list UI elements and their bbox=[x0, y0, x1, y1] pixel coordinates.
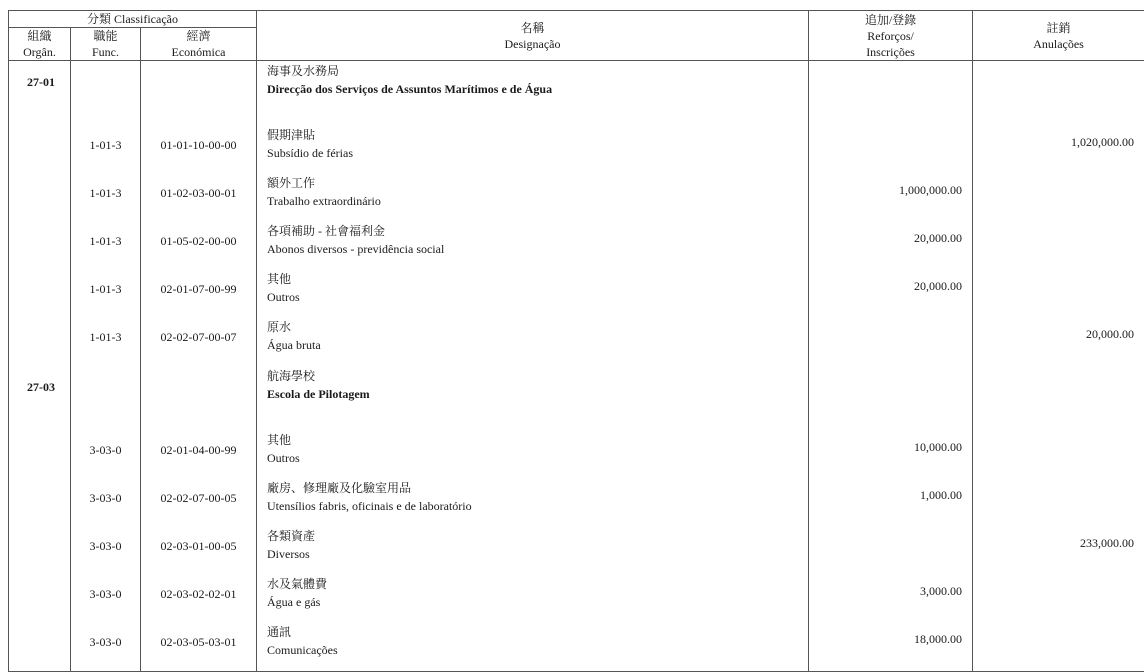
row-name-zh: 水及氣體費 bbox=[267, 575, 808, 593]
row-name-pt: Subsídio de férias bbox=[267, 144, 808, 162]
func-code: 3-03-0 bbox=[71, 575, 141, 623]
func-code: 1-01-3 bbox=[71, 174, 141, 222]
group-row bbox=[9, 366, 1144, 431]
row-designation bbox=[257, 222, 809, 270]
row-name-pt: Comunicações bbox=[267, 641, 808, 659]
anulacao-amount bbox=[973, 270, 1144, 318]
econ-code: 01-01-10-00-00 bbox=[141, 126, 257, 174]
reforco-amount: 1,000,000.00 bbox=[809, 174, 973, 222]
group-name-zh: 航海學校 bbox=[267, 367, 808, 385]
row-designation bbox=[257, 527, 809, 575]
econ-code: 02-03-05-03-01 bbox=[141, 623, 257, 672]
reforco-amount bbox=[809, 527, 973, 575]
designation-header bbox=[257, 11, 809, 61]
anulacao-amount: 233,000.00 bbox=[973, 527, 1144, 575]
designation-header-zh: 名稱 bbox=[257, 20, 808, 36]
econ-code: 01-05-02-00-00 bbox=[141, 222, 257, 270]
func-code: 1-01-3 bbox=[71, 270, 141, 318]
reforcos-header-pt1: Reforços/ bbox=[809, 28, 972, 44]
row-name-zh: 原水 bbox=[267, 318, 808, 336]
classification-header: 分類 Classificação bbox=[9, 11, 257, 28]
anulacoes-header bbox=[973, 11, 1144, 61]
org-code: 27-01 bbox=[9, 61, 71, 127]
reforco-amount: 1,000.00 bbox=[809, 479, 973, 527]
organica-header-zh: 組織 bbox=[9, 28, 70, 44]
header-row-1 bbox=[9, 11, 1144, 28]
econ-code: 02-03-02-02-01 bbox=[141, 575, 257, 623]
economica-header-zh: 經濟 bbox=[141, 28, 256, 44]
row-name-pt: Trabalho extraordinário bbox=[267, 192, 808, 210]
func-code: 3-03-0 bbox=[71, 431, 141, 479]
reforco-amount bbox=[809, 126, 973, 174]
func-code: 3-03-0 bbox=[71, 527, 141, 575]
reforco-amount: 3,000.00 bbox=[809, 575, 973, 623]
reforco-amount bbox=[809, 318, 973, 366]
econ-code: 02-02-07-00-07 bbox=[141, 318, 257, 366]
reforco-amount: 20,000.00 bbox=[809, 270, 973, 318]
reforco-amount: 18,000.00 bbox=[809, 623, 973, 672]
organica-header bbox=[9, 28, 71, 61]
anulacao-amount bbox=[973, 431, 1144, 479]
reforcos-header-zh: 追加/登錄 bbox=[809, 12, 972, 28]
row-name-zh: 各項補助 - 社會福利金 bbox=[267, 222, 808, 240]
econ-code: 02-03-01-00-05 bbox=[141, 527, 257, 575]
row-designation bbox=[257, 623, 809, 672]
group-designation bbox=[257, 61, 809, 127]
reforcos-header-pt2: Inscrições bbox=[809, 44, 972, 60]
econ-code: 02-02-07-00-05 bbox=[141, 479, 257, 527]
group-name-pt: Direcção dos Serviços de Assuntos Marítimos e de Água bbox=[267, 80, 808, 98]
anulacao-amount bbox=[973, 174, 1144, 222]
budget-table bbox=[8, 10, 1144, 672]
row-name-pt: Água e gás bbox=[267, 593, 808, 611]
table-row bbox=[9, 222, 1144, 270]
designation-header-pt: Designação bbox=[257, 36, 808, 52]
anulacao-amount: 20,000.00 bbox=[973, 318, 1144, 366]
row-name-pt: Água bruta bbox=[267, 336, 808, 354]
reforco-amount: 10,000.00 bbox=[809, 431, 973, 479]
funcional-header bbox=[71, 28, 141, 61]
row-name-zh: 其他 bbox=[267, 431, 808, 449]
row-name-zh: 其他 bbox=[267, 270, 808, 288]
row-name-zh: 通訊 bbox=[267, 623, 808, 641]
group-name-pt: Escola de Pilotagem bbox=[267, 385, 808, 403]
table-row bbox=[9, 318, 1144, 366]
econ-code: 02-01-07-00-99 bbox=[141, 270, 257, 318]
table-row bbox=[9, 527, 1144, 575]
row-name-pt: Abonos diversos - previdência social bbox=[267, 240, 808, 258]
row-name-zh: 額外工作 bbox=[267, 174, 808, 192]
table-row bbox=[9, 575, 1144, 623]
org-code: 27-03 bbox=[9, 366, 71, 431]
row-name-pt: Diversos bbox=[267, 545, 808, 563]
func-code: 1-01-3 bbox=[71, 222, 141, 270]
funcional-header-pt: Func. bbox=[71, 44, 140, 60]
row-designation bbox=[257, 270, 809, 318]
row-designation bbox=[257, 318, 809, 366]
economica-header-pt: Económica bbox=[141, 44, 256, 60]
row-name-pt: Outros bbox=[267, 288, 808, 306]
group-designation bbox=[257, 366, 809, 431]
row-designation bbox=[257, 174, 809, 222]
func-code: 1-01-3 bbox=[71, 318, 141, 366]
anulacao-amount: 1,020,000.00 bbox=[973, 126, 1144, 174]
econ-code: 01-02-03-00-01 bbox=[141, 174, 257, 222]
group-row bbox=[9, 61, 1144, 127]
anulacao-amount bbox=[973, 623, 1144, 672]
row-designation bbox=[257, 479, 809, 527]
anulacoes-header-zh: 註銷 bbox=[973, 20, 1144, 36]
anulacao-amount bbox=[973, 575, 1144, 623]
anulacoes-header-pt: Anulações bbox=[973, 36, 1144, 52]
econ-code: 02-01-04-00-99 bbox=[141, 431, 257, 479]
row-name-pt: Outros bbox=[267, 449, 808, 467]
table-row bbox=[9, 126, 1144, 174]
row-name-zh: 假期津貼 bbox=[267, 126, 808, 144]
row-designation bbox=[257, 126, 809, 174]
row-name-zh: 廠房、修理廠及化驗室用品 bbox=[267, 479, 808, 497]
organica-header-pt: Orgân. bbox=[9, 44, 70, 60]
economica-header bbox=[141, 28, 257, 61]
func-code: 3-03-0 bbox=[71, 623, 141, 672]
anulacao-amount bbox=[973, 479, 1144, 527]
row-name-zh: 各類資產 bbox=[267, 527, 808, 545]
row-designation bbox=[257, 431, 809, 479]
table-row bbox=[9, 623, 1144, 672]
table-row bbox=[9, 479, 1144, 527]
row-name-pt: Utensílios fabris, oficinais e de laboratório bbox=[267, 497, 808, 515]
table-row bbox=[9, 431, 1144, 479]
anulacao-amount bbox=[973, 222, 1144, 270]
funcional-header-zh: 職能 bbox=[71, 28, 140, 44]
reforco-amount: 20,000.00 bbox=[809, 222, 973, 270]
table-row bbox=[9, 174, 1144, 222]
reforcos-header bbox=[809, 11, 973, 61]
group-name-zh: 海事及水務局 bbox=[267, 62, 808, 80]
func-code: 3-03-0 bbox=[71, 479, 141, 527]
row-designation bbox=[257, 575, 809, 623]
table-row bbox=[9, 270, 1144, 318]
func-code: 1-01-3 bbox=[71, 126, 141, 174]
